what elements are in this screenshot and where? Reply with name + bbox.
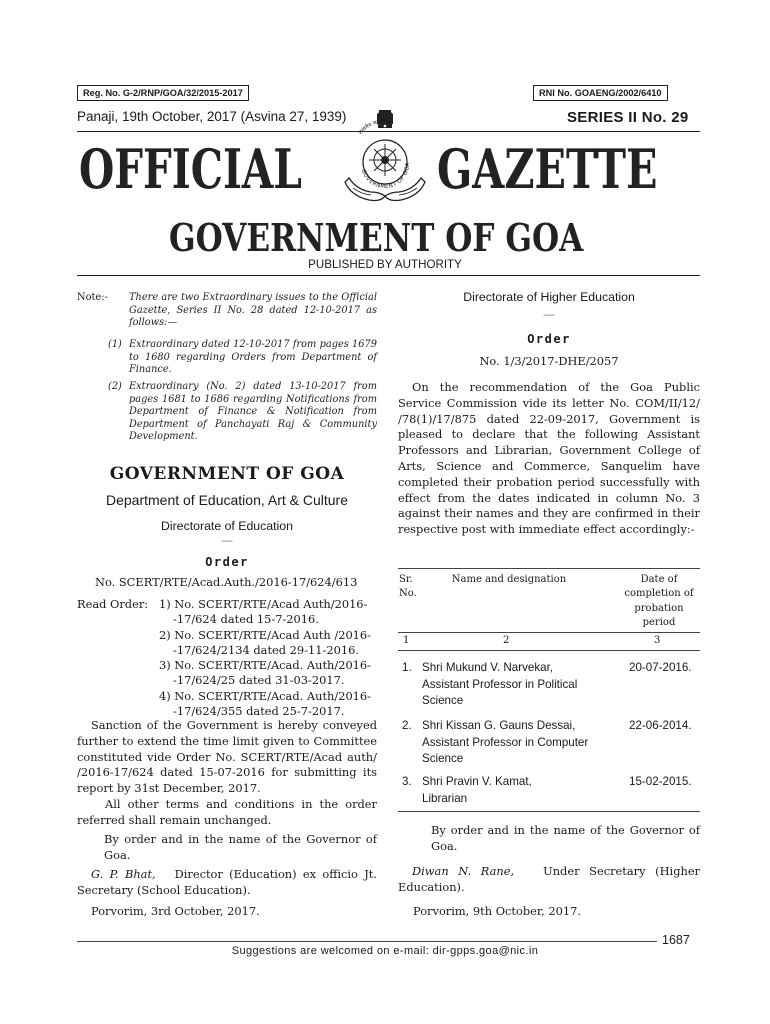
footer-rule: [77, 941, 657, 942]
government-of-goa-title: GOVERNMENT OF GOA: [169, 215, 584, 260]
order-heading: Order: [527, 332, 571, 346]
table-cell-name: Shri Kissan G. Gauns Dessai, Assistant Professor in Computer Science: [422, 719, 589, 766]
separator-dash: —: [543, 309, 555, 321]
department-name: Department of Education, Art & Culture: [105, 492, 348, 508]
right-place-date: Porvorim, 9th October, 2017.: [413, 904, 581, 918]
separator-dash: —: [221, 535, 233, 547]
masthead-gazette: GAZETTE: [437, 137, 658, 201]
issue-place-date: Panaji, 19th October, 2017 (Asvina 27, 1939): [77, 109, 347, 124]
recommendation-paragraph: On the recommendation of the Goa Public Service Commission vide its letter No. COM/II/12/ /78(1)/17/875 dated 22-09-2017, Government is pleased to declare that the following Assistant Professors and Librarian, Government College of Arts, Science and Commerce, Sanquelim have completed their probation period successfully with effect from the dates indicated in column No. 3 against their names and they are confirmed in their respective post with immediate effect accordingly:-: [398, 380, 700, 537]
order-number: No. SCERT/RTE/Acad.Auth./2016-17/624/613: [95, 575, 358, 589]
note-item: Extraordinary dated 12-10-2017 from pages 1679 to 1680 regarding Orders from Department of Finance.: [129, 339, 377, 376]
table-cell-sr: 2.: [402, 719, 412, 732]
directorate-higher-education: Directorate of Higher Education: [463, 290, 635, 304]
table-cell-name: Shri Mukund V. Narvekar, Assistant Professor in Political Science: [422, 661, 578, 708]
rni-number: RNI No. GOAENG/2002/6410: [539, 88, 662, 98]
series-number: SERIES II No. 29: [567, 109, 689, 126]
signatory-name: G. P. Bhat,: [91, 867, 156, 881]
table-header-rule: [398, 632, 700, 633]
registration-number: Reg. No. G-2/RNP/GOA/32/2015-2017: [83, 88, 243, 98]
table-cell-sr: 3.: [402, 775, 412, 788]
order-number: No. 1/3/2017-DHE/2057: [479, 354, 619, 368]
read-order-list: [159, 597, 371, 719]
signatory-block: [398, 864, 700, 896]
by-order-line: By order and in the name of the Governor of Goa.: [104, 832, 377, 862]
left-place-date: Porvorim, 3rd October, 2017.: [91, 904, 260, 918]
published-by-authority: PUBLISHED BY AUTHORITY: [308, 258, 462, 271]
table-header-date: Date of completion of probation period: [624, 574, 694, 629]
svg-text:सत्यमेव जयते: सत्यमेव जयते: [357, 118, 384, 136]
registration-number-box: [77, 85, 249, 101]
table-column-number: 2: [503, 635, 510, 646]
section-title: GOVERNMENT OF GOA: [109, 464, 345, 484]
note-intro: There are two Extraordinary issues to the Official Gazette, Series II No. 28 dated 12-10-2017 as follows:—: [129, 292, 377, 329]
footer-suggestions: Suggestions are welcomed on e-mail: dir-gpps.goa@nic.in: [231, 945, 539, 957]
page-number: 1687: [662, 933, 690, 947]
table-cell-date: 22-06-2014.: [629, 719, 692, 732]
sanction-paragraph: Sanction of the Government is hereby conveyed further to extend the time limit given to Committee constituted vide Order No. SCERT/RTE/Acad auth/ /2016-17/624 dated 15-07-2016 for submitting its report by 31st December, 2017.: [77, 718, 377, 796]
order-heading: Order: [205, 555, 249, 569]
read-order-item: 4) No. SCERT/RTE/Acad. Auth/2016- -17/624/355 dated 25-7-2017.: [159, 688, 372, 719]
note-item-number: (1): [108, 339, 122, 350]
read-order-item: 3) No. SCERT/RTE/Acad. Auth/2016- -17/624/25 dated 31-03-2017.: [159, 658, 372, 688]
signatory-title: Director (Education) ex officio Jt. Secretary (School Education).: [77, 867, 377, 897]
emblem-icon: [339, 104, 431, 214]
table-cell-sr: 1.: [402, 661, 412, 674]
table-top-rule: [398, 568, 700, 569]
note-label: Note:-: [77, 292, 108, 303]
table-cell-date: 15-02-2015.: [629, 775, 692, 788]
table-header-name: Name and designation: [451, 574, 567, 585]
table-bottom-rule: [398, 811, 700, 812]
read-order-label: Read Order:: [77, 597, 149, 611]
signatory-name: Diwan N. Rane,: [412, 864, 515, 878]
note-item: Extraordinary (No. 2) dated 13-10-2017 from pages 1681 to 1686 regarding Notifications from Department of Finance & Notification from Department of Panchayati Raj & Community Development.: [129, 381, 377, 443]
svg-text:GOVERNMENT OF GOA: GOVERNMENT OF GOA: [359, 162, 412, 191]
signatory-block: [77, 867, 377, 899]
table-column-number: 3: [654, 635, 661, 646]
state-emblem: [339, 104, 431, 214]
table-subheader-rule: [398, 650, 700, 651]
table-cell-date: 20-07-2016.: [629, 661, 692, 674]
terms-paragraph: All other terms and conditions in the order referred shall remain unchanged.: [77, 797, 377, 827]
read-order-item: 2) No. SCERT/RTE/Acad Auth /2016- -17/624/2134 dated 29-11-2016.: [159, 627, 372, 657]
masthead-official: OFFICIAL: [79, 137, 302, 201]
by-order-line: By order and in the name of the Governor of Goa.: [431, 823, 700, 853]
signatory-title: Under Secretary (Higher Education).: [398, 864, 701, 894]
read-order-item: 1) No. SCERT/RTE/Acad Auth/2016- -17/624 dated 15-7-2016.: [159, 597, 368, 627]
table-header-sr-no: Sr. No.: [399, 574, 417, 600]
table-cell-name: Shri Pravin V. Kamat, Librarian: [422, 775, 532, 805]
table-column-number: 1: [403, 635, 410, 646]
directorate-name: Directorate of Education: [161, 519, 293, 533]
rni-number-box: [533, 85, 668, 101]
note-item-number: (2): [108, 381, 122, 392]
masthead-rule: [77, 275, 700, 276]
